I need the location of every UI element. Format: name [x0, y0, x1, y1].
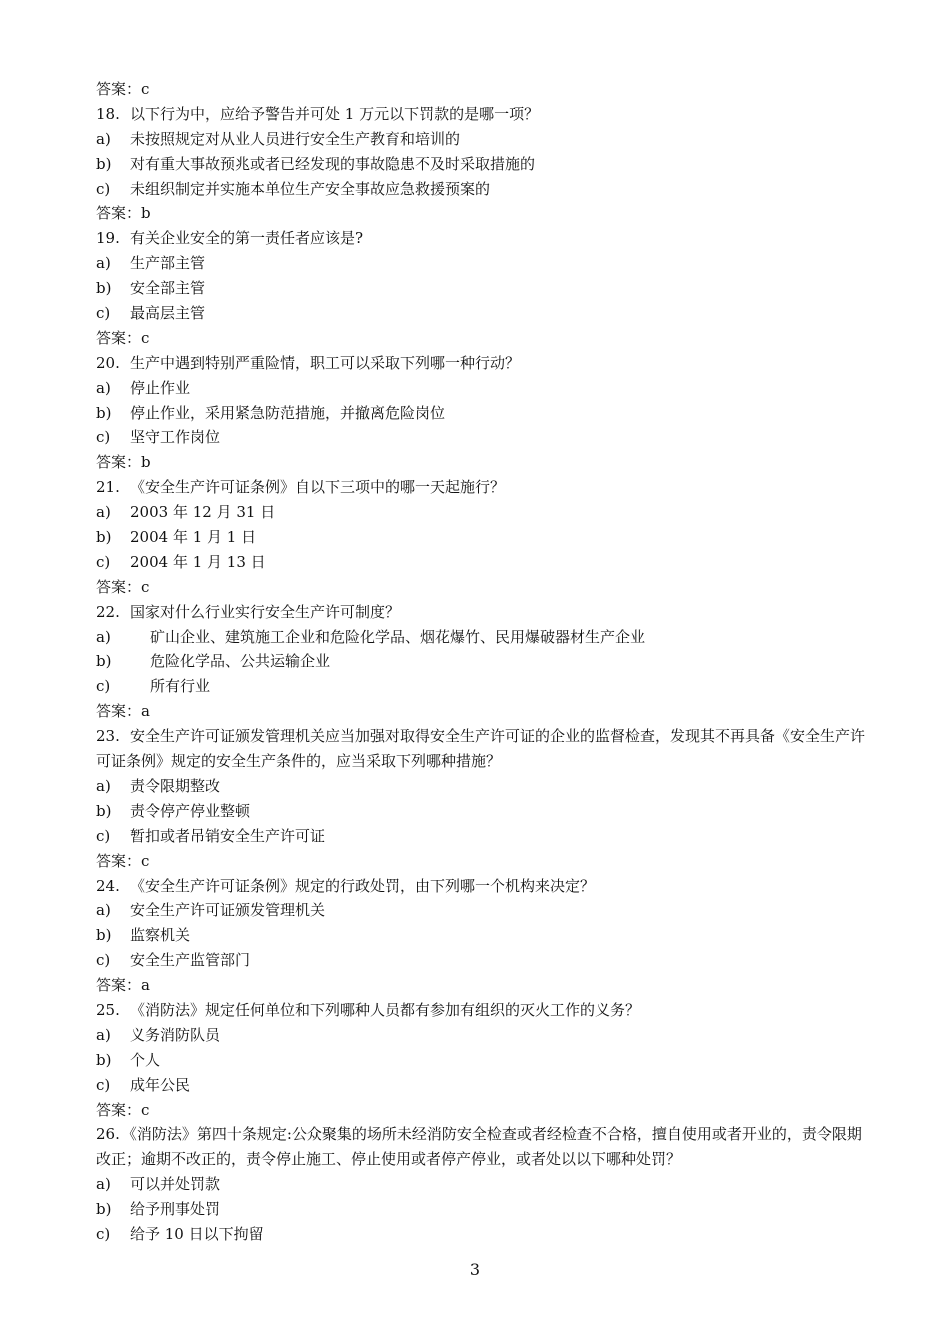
question-18: 18. 以下行为中，应给予警告并可处 1 万元以下罚款的是哪一项？: [96, 104, 540, 123]
option-22-b: b) 危险化学品、公共运输企业: [96, 652, 331, 671]
answer-20: 答案：b: [96, 453, 151, 472]
option-24-c: c) 安全生产监管部门: [96, 951, 251, 970]
answer-line: 答案：c: [96, 80, 150, 98]
option-18-a: a) 未按照规定对从业人员进行安全生产教育和培训的: [96, 129, 461, 148]
option-20-c: c) 坚守工作岗位: [96, 428, 221, 447]
question-19: 19. 有关企业安全的第一责任者应该是?: [96, 229, 364, 248]
option-18-c: c) 未组织制定并实施本单位生产安全事故应急救援预案的: [96, 179, 491, 198]
option-20-a: a) 停止作业: [96, 378, 191, 397]
option-24-b: b) 监察机关: [96, 926, 191, 945]
option-24-a: a) 安全生产许可证颁发管理机关: [96, 901, 326, 920]
option-19-b: b) 安全部主管: [96, 279, 206, 298]
option-23-a: a) 责令限期整改: [96, 776, 221, 795]
option-19-a: a) 生产部主管: [96, 254, 206, 273]
answer-18: 答案：b: [96, 204, 151, 223]
answer-21: 答案：c: [96, 577, 150, 596]
option-22-a: a) 矿山企业、建筑施工企业和危险化学品、烟花爆竹、民用爆破器材生产企业: [96, 627, 646, 646]
option-25-b: b) 个人: [96, 1050, 161, 1069]
question-24: 24. 《安全生产许可证条例》规定的行政处罚，由下列哪一个机构来决定？: [96, 876, 596, 895]
option-21-c: c) 2004 年 1 月 13 日: [96, 552, 266, 571]
option-21-b: b) 2004 年 1 月 1 日: [96, 528, 257, 547]
answer-25: 答案：c: [96, 1100, 150, 1119]
option-21-a: a) 2003 年 12 月 31 日: [96, 503, 276, 522]
document-body: [96, 77, 876, 1247]
question-22: 22. 国家对什么行业实行安全生产许可制度？: [96, 602, 401, 621]
option-22-c: c) 所有行业: [96, 677, 211, 696]
question-26: 26. 《消防法》第四十条规定:公众聚集的场所未经消防安全检查或者经检查不合格，擅自使用或者开业的，责令限期改正；逾期不改正的，责令停止施工、停止使用或者停产停业，或者处以以下哪种处罚？: [96, 1125, 862, 1169]
page-number: 3: [469, 1260, 481, 1279]
question-20: 20. 生产中遇到特别严重险情，职工可以采取下列哪一种行动？: [96, 353, 521, 372]
option-20-b: b) 停止作业，采用紧急防范措施，并撤离危险岗位: [96, 403, 446, 422]
option-23-b: b) 责令停产停业整顿: [96, 801, 251, 820]
answer-23: 答案：c: [96, 851, 150, 870]
option-23-c: c) 暂扣或者吊销安全生产许可证: [96, 826, 326, 845]
option-25-c: c) 成年公民: [96, 1075, 191, 1094]
option-25-a: a) 义务消防队员: [96, 1025, 221, 1044]
answer-22: 答案：a: [96, 702, 150, 721]
question-25: 25. 《消防法》规定任何单位和下列哪种人员都有参加有组织的灭火工作的义务？: [96, 1000, 641, 1019]
answer-24: 答案：a: [96, 976, 150, 995]
option-26-a: a) 可以并处罚款: [96, 1175, 221, 1194]
option-26-c: c) 给予 10 日以下拘留: [96, 1225, 264, 1244]
question-23: 23. 安全生产许可证颁发管理机关应当加强对取得安全生产许可证的企业的监督检查，发现其不再具备《安全生产许可证条例》规定的安全生产条件的，应当采取下列哪种措施？: [96, 727, 866, 771]
option-26-b: b) 给予刑事处罚: [96, 1200, 221, 1219]
option-19-c: c) 最高层主管: [96, 304, 206, 323]
question-21: 21. 《安全生产许可证条例》自以下三项中的哪一天起施行？: [96, 478, 506, 497]
answer-19: 答案：c: [96, 328, 150, 347]
option-18-b: b) 对有重大事故预兆或者已经发现的事故隐患不及时采取措施的: [96, 154, 536, 173]
